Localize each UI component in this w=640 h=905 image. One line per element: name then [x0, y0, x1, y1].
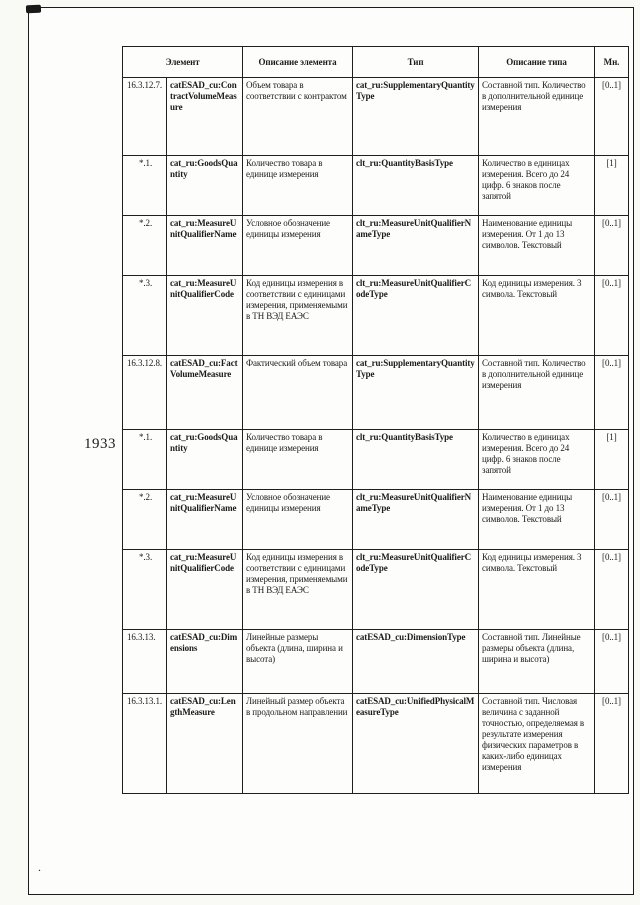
- type-description-cell: Составной тип. Количество в дополнительной единице измерения: [479, 78, 595, 156]
- type-cell: catESAD_cu:DimensionType: [353, 630, 479, 694]
- multiplicity-cell: [0..1]: [595, 550, 629, 630]
- scan-dot-artifact: .: [38, 860, 41, 874]
- multiplicity-cell: [0..1]: [595, 630, 629, 694]
- table-row: [123, 276, 629, 356]
- scan-corner-artifact: [26, 5, 41, 14]
- table-row: [123, 156, 629, 216]
- type-description-cell: Составной тип. Линейные размеры объекта (длина, ширина и высота): [479, 630, 595, 694]
- multiplicity-cell: [0..1]: [595, 356, 629, 430]
- type-cell: clt_ru:MeasureUnitQualifierNameType: [353, 490, 479, 550]
- header-element: Элемент: [123, 47, 243, 78]
- header-element-description: Описание элемента: [243, 47, 353, 78]
- multiplicity-cell: [1]: [595, 156, 629, 216]
- element-name-cell: cat_ru:MeasureUnitQualifierName: [167, 216, 243, 276]
- element-name-cell: cat_ru:MeasureUnitQualifierCode: [167, 276, 243, 356]
- multiplicity-cell: [0..1]: [595, 216, 629, 276]
- multiplicity-cell: [1]: [595, 430, 629, 490]
- row-number-cell: *.3.: [123, 276, 167, 356]
- table-row: [123, 356, 629, 430]
- element-description-cell: Код единицы измерения в соответствии с единицами измерения, применяемыми в ТН ВЭД ЕАЭС: [243, 276, 353, 356]
- element-name-cell: catESAD_cu:ContractVolumeMeasure: [167, 78, 243, 156]
- type-description-cell: Составной тип. Числовая величина с заданной точностью, определяемая в результате измерения физических параметров в каких-либо единицах измерения: [479, 694, 595, 794]
- type-description-cell: Составной тип. Количество в дополнительной единице измерения: [479, 356, 595, 430]
- multiplicity-cell: [0..1]: [595, 78, 629, 156]
- row-number-cell: *.1.: [123, 430, 167, 490]
- row-number-cell: 16.3.13.: [123, 630, 167, 694]
- multiplicity-cell: [0..1]: [595, 276, 629, 356]
- type-description-cell: Код единицы измерения. 3 символа. Текстовый: [479, 276, 595, 356]
- type-cell: clt_ru:MeasureUnitQualifierCodeType: [353, 550, 479, 630]
- type-description-cell: Наименование единицы измерения. От 1 до 13 символов. Текстовый: [479, 490, 595, 550]
- element-name-cell: catESAD_cu:FactVolumeMeasure: [167, 356, 243, 430]
- element-description-cell: Условное обозначение единицы измерения: [243, 216, 353, 276]
- type-cell: clt_ru:MeasureUnitQualifierNameType: [353, 216, 479, 276]
- element-description-cell: Линейный размер объекта в продольном направлении: [243, 694, 353, 794]
- element-name-cell: cat_ru:MeasureUnitQualifierCode: [167, 550, 243, 630]
- table-row: [123, 630, 629, 694]
- multiplicity-cell: [0..1]: [595, 490, 629, 550]
- header-type: Тип: [353, 47, 479, 78]
- type-cell: clt_ru:MeasureUnitQualifierCodeType: [353, 276, 479, 356]
- type-cell: cat_ru:SupplementaryQuantityType: [353, 78, 479, 156]
- row-number-cell: 16.3.12.7.: [123, 78, 167, 156]
- table-row: [123, 694, 629, 794]
- header-type-description: Описание типа: [479, 47, 595, 78]
- type-description-cell: Количество в единицах измерения. Всего до 24 цифр. 6 знаков после запятой: [479, 156, 595, 216]
- element-name-cell: cat_ru:MeasureUnitQualifierName: [167, 490, 243, 550]
- page-number: 1933: [84, 436, 116, 452]
- row-number-cell: 16.3.13.1.: [123, 694, 167, 794]
- table-row: [123, 430, 629, 490]
- row-number-cell: *.2.: [123, 216, 167, 276]
- header-multiplicity: Мн.: [595, 47, 629, 78]
- element-description-cell: Условное обозначение единицы измерения: [243, 490, 353, 550]
- row-number-cell: *.1.: [123, 156, 167, 216]
- element-description-cell: Фактический объем товара: [243, 356, 353, 430]
- table-header-row: [123, 47, 629, 78]
- row-number-cell: *.2.: [123, 490, 167, 550]
- type-cell: cat_ru:SupplementaryQuantityType: [353, 356, 479, 430]
- element-description-cell: Объем товара в соответствии с контрактом: [243, 78, 353, 156]
- type-cell: clt_ru:QuantityBasisType: [353, 430, 479, 490]
- element-name-cell: cat_ru:GoodsQuantity: [167, 156, 243, 216]
- element-description-cell: Линейные размеры объекта (длина, ширина и высота): [243, 630, 353, 694]
- table-row: [123, 550, 629, 630]
- multiplicity-cell: [0..1]: [595, 694, 629, 794]
- structure-table: [122, 46, 629, 794]
- type-description-cell: Наименование единицы измерения. От 1 до 13 символов. Текстовый: [479, 216, 595, 276]
- type-description-cell: Код единицы измерения. 3 символа. Текстовый: [479, 550, 595, 630]
- type-description-cell: Количество в единицах измерения. Всего до 24 цифр. 6 знаков после запятой: [479, 430, 595, 490]
- table-row: [123, 490, 629, 550]
- row-number-cell: 16.3.12.8.: [123, 356, 167, 430]
- table-row: [123, 78, 629, 156]
- element-name-cell: catESAD_cu:Dimensions: [167, 630, 243, 694]
- type-cell: catESAD_cu:UnifiedPhysicalMeasureType: [353, 694, 479, 794]
- element-description-cell: Код единицы измерения в соответствии с единицами измерения, применяемыми в ТН ВЭД ЕАЭС: [243, 550, 353, 630]
- element-description-cell: Количество товара в единице измерения: [243, 156, 353, 216]
- row-number-cell: *.3.: [123, 550, 167, 630]
- element-description-cell: Количество товара в единице измерения: [243, 430, 353, 490]
- element-name-cell: catESAD_cu:LengthMeasure: [167, 694, 243, 794]
- element-name-cell: cat_ru:GoodsQuantity: [167, 430, 243, 490]
- type-cell: clt_ru:QuantityBasisType: [353, 156, 479, 216]
- table-row: [123, 216, 629, 276]
